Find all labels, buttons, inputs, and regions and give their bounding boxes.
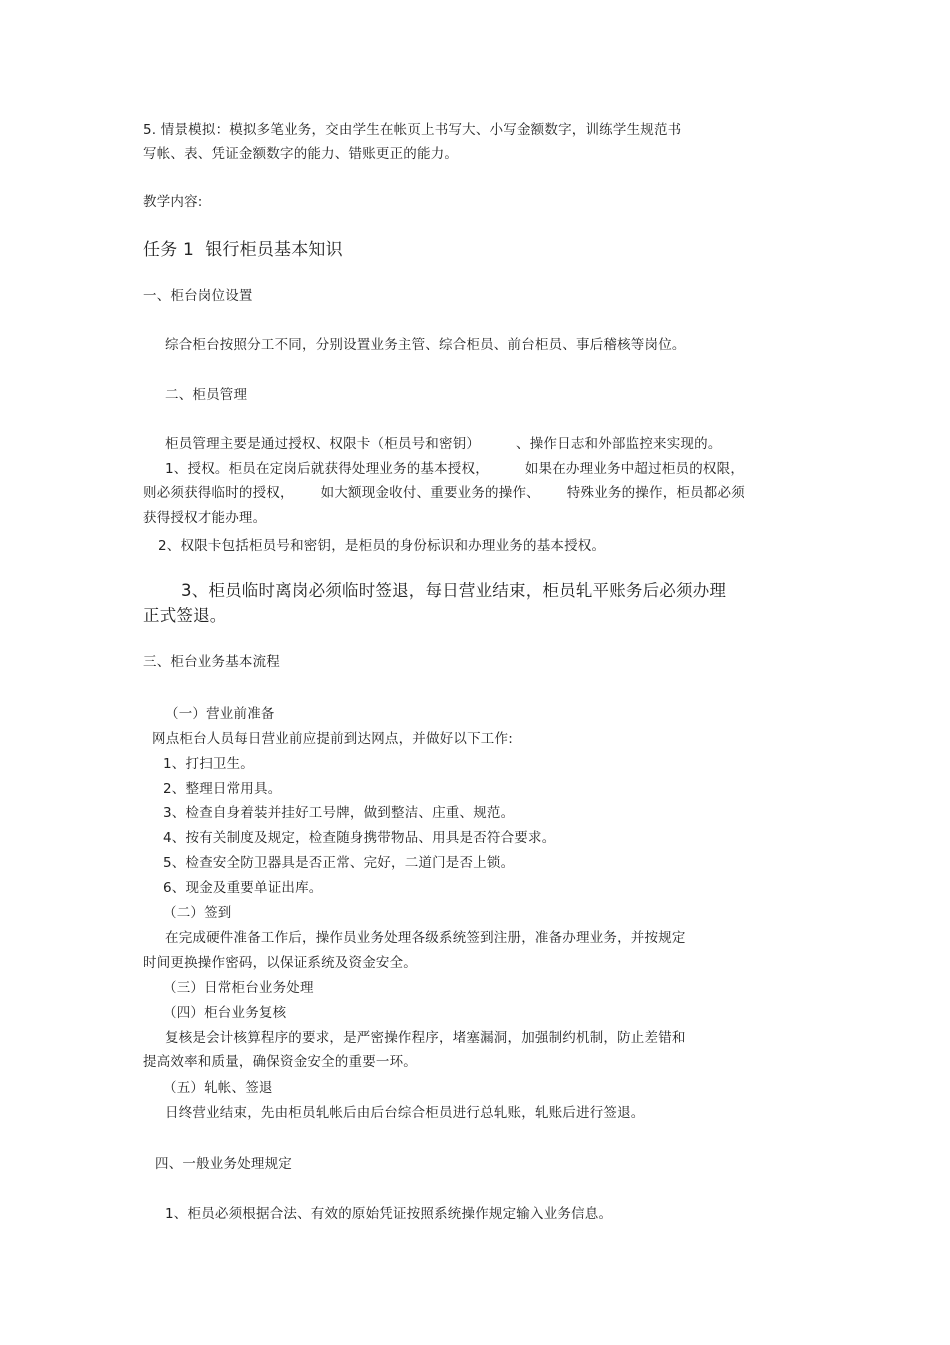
section-2-item-3-line-1: 3、柜员临时离岗必须临时签退，每日营业结束，柜员轧平账务后必须办理 — [181, 581, 727, 600]
section-3-sub-1-intro: 网点柜台人员每日营业前应提前到达网点，并做好以下工作: — [152, 731, 513, 747]
section-3-sub-5: （五）轧帐、签退 — [163, 1080, 273, 1096]
section-3-sub-4: （四）柜台业务复核 — [163, 1005, 287, 1021]
section-1-heading: 一、柜台岗位设置 — [143, 288, 253, 304]
list-item: 3、检查自身着装并挂好工号牌，做到整洁、庄重、规范。 — [163, 805, 515, 821]
intro-line-2: 写帐、表、凭证金额数字的能力、错账更正的能力。 — [143, 146, 459, 162]
list-item: 5、检查安全防卫器具是否正常、完好，二道门是否上锁。 — [163, 855, 515, 871]
section-3-sub-4-line-2: 提高效率和质量，确保资金安全的重要一环。 — [143, 1054, 417, 1070]
section-3-sub-5-line-1: 日终营业结束，先由柜员轧帐后由后台综合柜员进行总轧账，轧账后进行签退。 — [165, 1105, 645, 1121]
list-item: 1、打扫卫生。 — [163, 756, 254, 772]
section-2-item-3-line-2: 正式签退。 — [143, 606, 227, 625]
list-item: 6、现金及重要单证出库。 — [163, 880, 323, 896]
section-3-heading: 三、柜台业务基本流程 — [143, 654, 280, 670]
task-title: 任务 1 银行柜员基本知识 — [143, 240, 343, 260]
section-3-sub-3: （三）日常柜台业务处理 — [163, 980, 314, 996]
list-item: 2、整理日常用具。 — [163, 781, 282, 797]
section-2-item-1-line-3: 获得授权才能办理。 — [143, 510, 267, 526]
section-1-paragraph: 综合柜台按照分工不同，分别设置业务主管、综合柜员、前台柜员、事后稽核等岗位。 — [165, 337, 686, 353]
section-4-item-1: 1、柜员必须根据合法、有效的原始凭证按照系统操作规定输入业务信息。 — [165, 1206, 613, 1222]
section-2-paragraph: 柜员管理主要是通过授权、权限卡（柜员号和密钥） 、操作日志和外部监控来实现的。 — [165, 436, 722, 452]
teaching-content-label: 教学内容: — [143, 194, 203, 210]
intro-line-1: 5. 情景模拟：模拟多笔业务，交由学生在帐页上书写大、小写金额数字，训练学生规范书 — [143, 122, 682, 138]
section-2-item-1-line-2: 则必须获得临时的授权， 如大额现金收付、重要业务的操作、 特殊业务的操作，柜员都必须 — [143, 485, 745, 501]
section-4-heading: 四、一般业务处理规定 — [155, 1156, 292, 1172]
section-3-sub-2-line-1: 在完成硬件准备工作后，操作员业务处理各级系统签到注册，准备办理业务，并按规定 — [165, 930, 686, 946]
section-3-sub-2: （二）签到 — [163, 905, 232, 921]
section-3-sub-4-line-1: 复核是会计核算程序的要求，是严密操作程序，堵塞漏洞，加强制约机制，防止差错和 — [165, 1030, 686, 1046]
section-3-sub-1: （一）营业前准备 — [165, 706, 275, 722]
section-2-item-2: 2、权限卡包括柜员号和密钥，是柜员的身份标识和办理业务的基本授权。 — [158, 538, 606, 554]
list-item: 4、按有关制度及规定，检查随身携带物品、用具是否符合要求。 — [163, 830, 556, 846]
section-3-sub-2-line-2: 时间更换操作密码，以保证系统及资金安全。 — [143, 955, 417, 971]
section-2-heading: 二、柜员管理 — [165, 387, 248, 403]
section-2-item-1-line-1: 1、授权。柜员在定岗后就获得处理业务的基本授权， 如果在办理业务中超过柜员的权限， — [165, 461, 745, 477]
